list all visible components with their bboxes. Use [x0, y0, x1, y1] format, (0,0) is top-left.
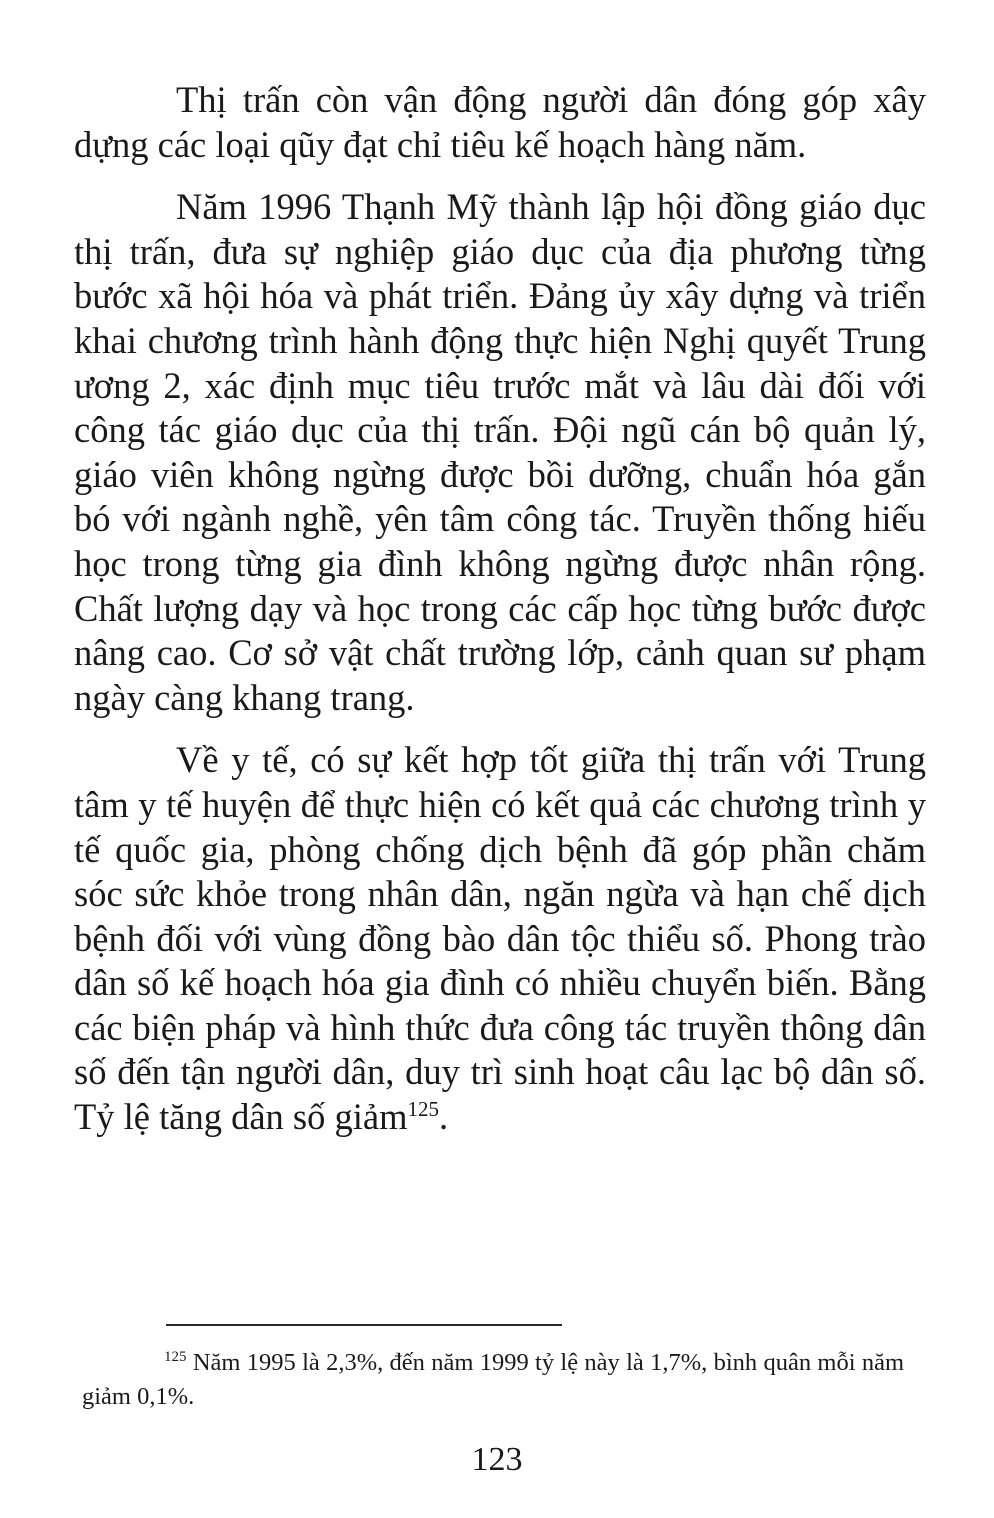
paragraph-1: Thị trấn còn vận động người dân đóng góp xây dựng các loại qũy đạt chỉ tiêu kế hoạch hàng năm.: [74, 79, 926, 165]
footnote-divider: [166, 1324, 562, 1326]
paragraph-2: Năm 1996 Thạnh Mỹ thành lập hội đồng giáo dục thị trấn, đưa sự nghiệp giáo dục của địa phương từng bước xã hội hóa và phát triển. Đảng ủy xây dựng và triển khai chương trình hành động thực hiện Nghị quyết Trung ương 2, xác định mục tiêu trước mắt và lâu dài đối với công tác giáo dục của thị trấn. Đội ngũ cán bộ quản lý, giáo viên không ngừng được bồi dưỡng, chuẩn hóa gắn bó với ngành nghề, yên tâm công tác. Truyền thống hiếu học trong từng gia đình không ngừng được nhân rộng. Chất lượng dạy và học trong các cấp học từng bước được nâng cao. Cơ sở vật chất trường lớp, cảnh quan sư phạm ngày càng khang trang.: [74, 186, 926, 718]
footnote-text: Năm 1995 là 2,3%, đến năm 1999 tỷ lệ này là 1,7%, bình quân mỗi năm giảm 0,1%.: [82, 1349, 904, 1410]
paragraph-3-end-punctuation: .: [439, 1096, 449, 1138]
page-number: 123: [471, 1441, 523, 1478]
main-text: [74, 78, 926, 1140]
footnote-reference[interactable]: 125: [407, 1096, 439, 1121]
footnote-marker: 125: [164, 1348, 187, 1365]
footnote: [82, 1346, 904, 1414]
paragraph-3: [74, 738, 926, 1139]
paragraph-3-text: Về y tế, có sự kết hợp tốt giữa thị trấn với Trung tâm y tế huyện để thực hiện có kết quả các chương trình y tế quốc gia, phòng chống dịch bệnh đã góp phần chăm sóc sức khỏe trong nhân dân, ngăn ngừa và hạn chế dịch bệnh đối với vùng đồng bào dân tộc thiểu số. Phong trào dân số kế hoạch hóa gia đình có nhiều chuyển biến. Bằng các biện pháp và hình thức đưa công tác truyền thông dân số đến tận người dân, duy trì sinh hoạt câu lạc bộ dân số. Tỷ lệ tăng dân số giảm: [74, 739, 926, 1138]
